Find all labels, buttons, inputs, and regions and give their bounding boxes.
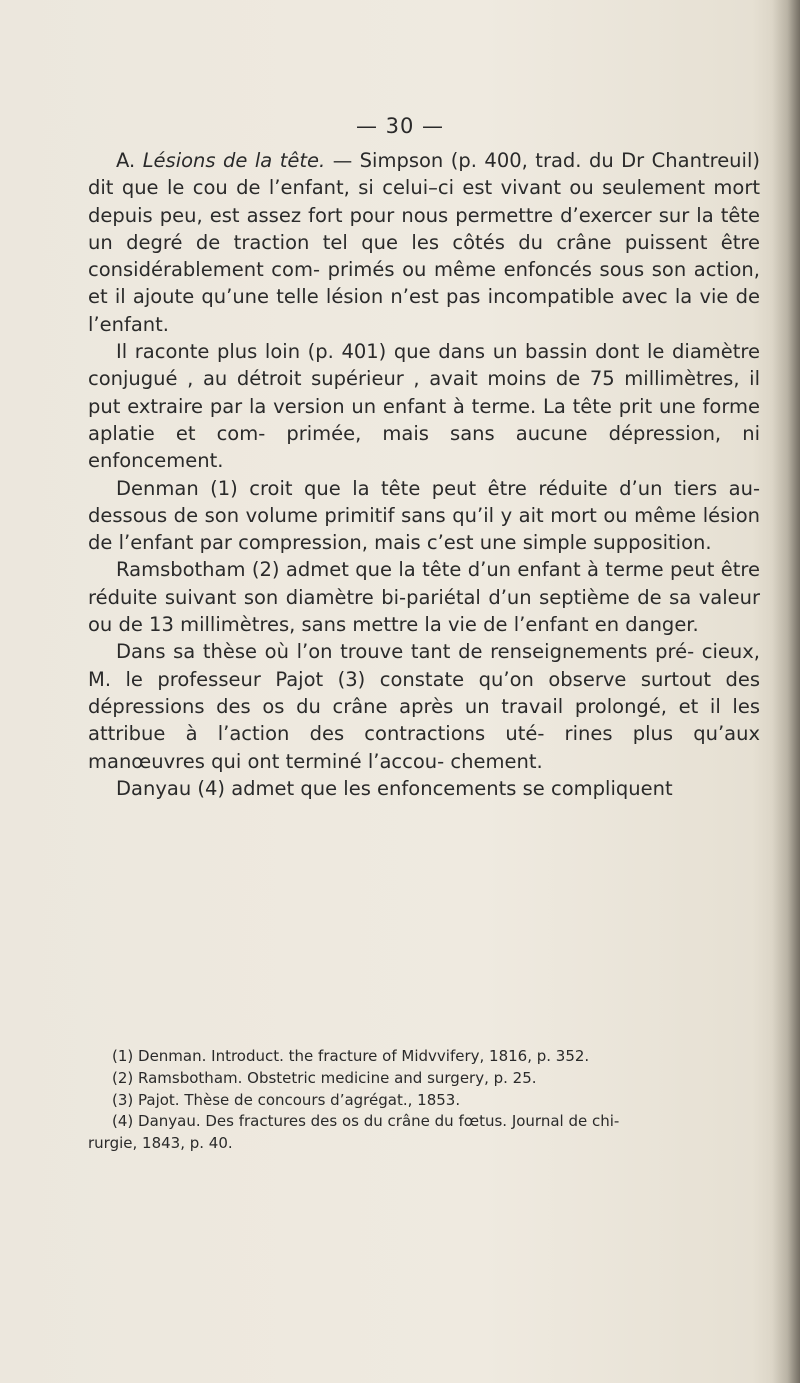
paragraph: Ramsbotham (2) admet que la tête d’un enfant à terme peut être réduite suivant son diamètre bi-pariétal d’un septième de sa valeur ou de 13 millimètres, sans mettre la vie de l’enfant en danger. [88,558,760,637]
paragraph: Il raconte plus loin (p. 401) que dans un bassin dont le diamètre conjugué , au détroit supérieur , avait moins de 75 millimètres, il put extraire par la version un enfant à terme. La tête prit une forme aplatie et com- primée, mais sans aucune dépression, ni enfoncement. [88,340,760,473]
footnote: (4) Danyau. Des fractures des os du crâne du fœtus. Journal de chi- [112,1112,620,1131]
footnote-continuation: rurgie, 1843, p. 40. [88,1134,233,1153]
paragraph-section-a [88,147,760,338]
footnote: (1) Denman. Introduct. the fracture of Midvvifery, 1816, p. 352. [112,1047,590,1065]
section-title: Lésions de la tête. [142,149,326,172]
page-number: — 30 — [355,114,445,138]
paragraph-text: — Simpson (p. 400, trad. du Dr Chantreuil) dit que le cou de l’enfant, si celui–ci est vivant ou seulement mort depuis peu, est assez fort pour nous permettre d’exercer sur la tête un degré de traction tel que les côtés du crâne puissent être considérablement com- primés ou même enfoncés sous son action, et il ajoute qu’une telle lésion n’est pas incompatible avec la vie de l’enfant. [88,149,760,336]
footnote: (3) Pajot. Thèse de concours d’agrégat., 1853. [112,1090,461,1109]
footnote: (2) Ramsbotham. Obstetric medicine and surgery, p. 25. [112,1068,537,1087]
footnotes [88,1046,760,1155]
section-letter: A. [116,149,136,172]
paragraph: Dans sa thèse où l’on trouve tant de renseignements pré- cieux, M. le professeur Pajot (3) constate qu’on observe surtout des dépressions des os du crâne après un travail prolongé, et il les attribue à l’action des contractions uté- rines plus qu’aux manœuvres qui ont terminé l’accou- chement. [88,640,760,773]
page-edge-shadow [772,0,800,1383]
paragraph: Danyau (4) admet que les enfoncements se compliquent [116,776,673,800]
paragraph: Denman (1) croit que la tête peut être réduite d’un tiers au-dessous de son volume primitif sans qu’il y ait mort ou même lésion de l’enfant par compression, mais c’est une simple supposition. [88,476,760,555]
body-text [88,147,760,802]
